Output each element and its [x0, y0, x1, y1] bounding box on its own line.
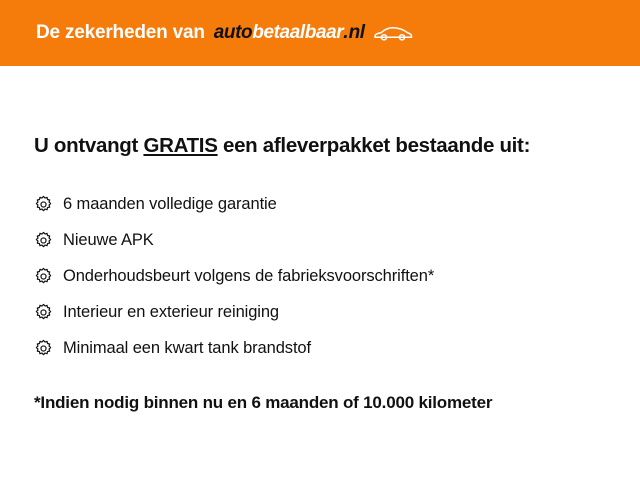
- list-item: [34, 222, 606, 258]
- main-content: [0, 66, 640, 480]
- list-item: [34, 258, 606, 294]
- brand-logo: [214, 22, 413, 44]
- logo-part-betaalbaar: betaalbaar: [252, 22, 344, 43]
- benefits-list: [34, 186, 606, 366]
- banner-content: [0, 22, 413, 44]
- logo-dot: .: [343, 22, 349, 43]
- page-title: [34, 134, 606, 158]
- list-item: [34, 294, 606, 330]
- benefit-label: Onderhoudsbeurt volgens de fabrieksvoorschriften*: [63, 266, 435, 285]
- headline-after: een afleverpakket bestaande uit:: [217, 134, 531, 157]
- footnote: *Indien nodig binnen nu en 6 maanden of 10.000 kilometer: [34, 393, 493, 412]
- benefit-label: Minimaal een kwart tank brandstof: [63, 338, 311, 357]
- gear-icon: [34, 339, 53, 358]
- logo-part-auto: auto: [213, 22, 253, 43]
- benefit-label: Nieuwe APK: [63, 230, 154, 249]
- gear-icon: [34, 303, 53, 322]
- logo-part-nl: nl: [348, 22, 365, 43]
- benefit-label: Interieur en exterieur reiniging: [63, 302, 280, 321]
- list-item: [34, 330, 606, 366]
- gear-icon: [34, 267, 53, 286]
- header-banner: [0, 0, 640, 66]
- gear-icon: [34, 195, 53, 214]
- banner-title: De zekerheden van: [36, 22, 205, 43]
- gear-icon: [34, 231, 53, 250]
- benefit-label: 6 maanden volledige garantie: [63, 194, 277, 213]
- headline-highlight: GRATIS: [143, 134, 218, 157]
- headline-before: U ontvangt: [34, 134, 144, 157]
- list-item: [34, 186, 606, 222]
- car-icon: [373, 24, 413, 42]
